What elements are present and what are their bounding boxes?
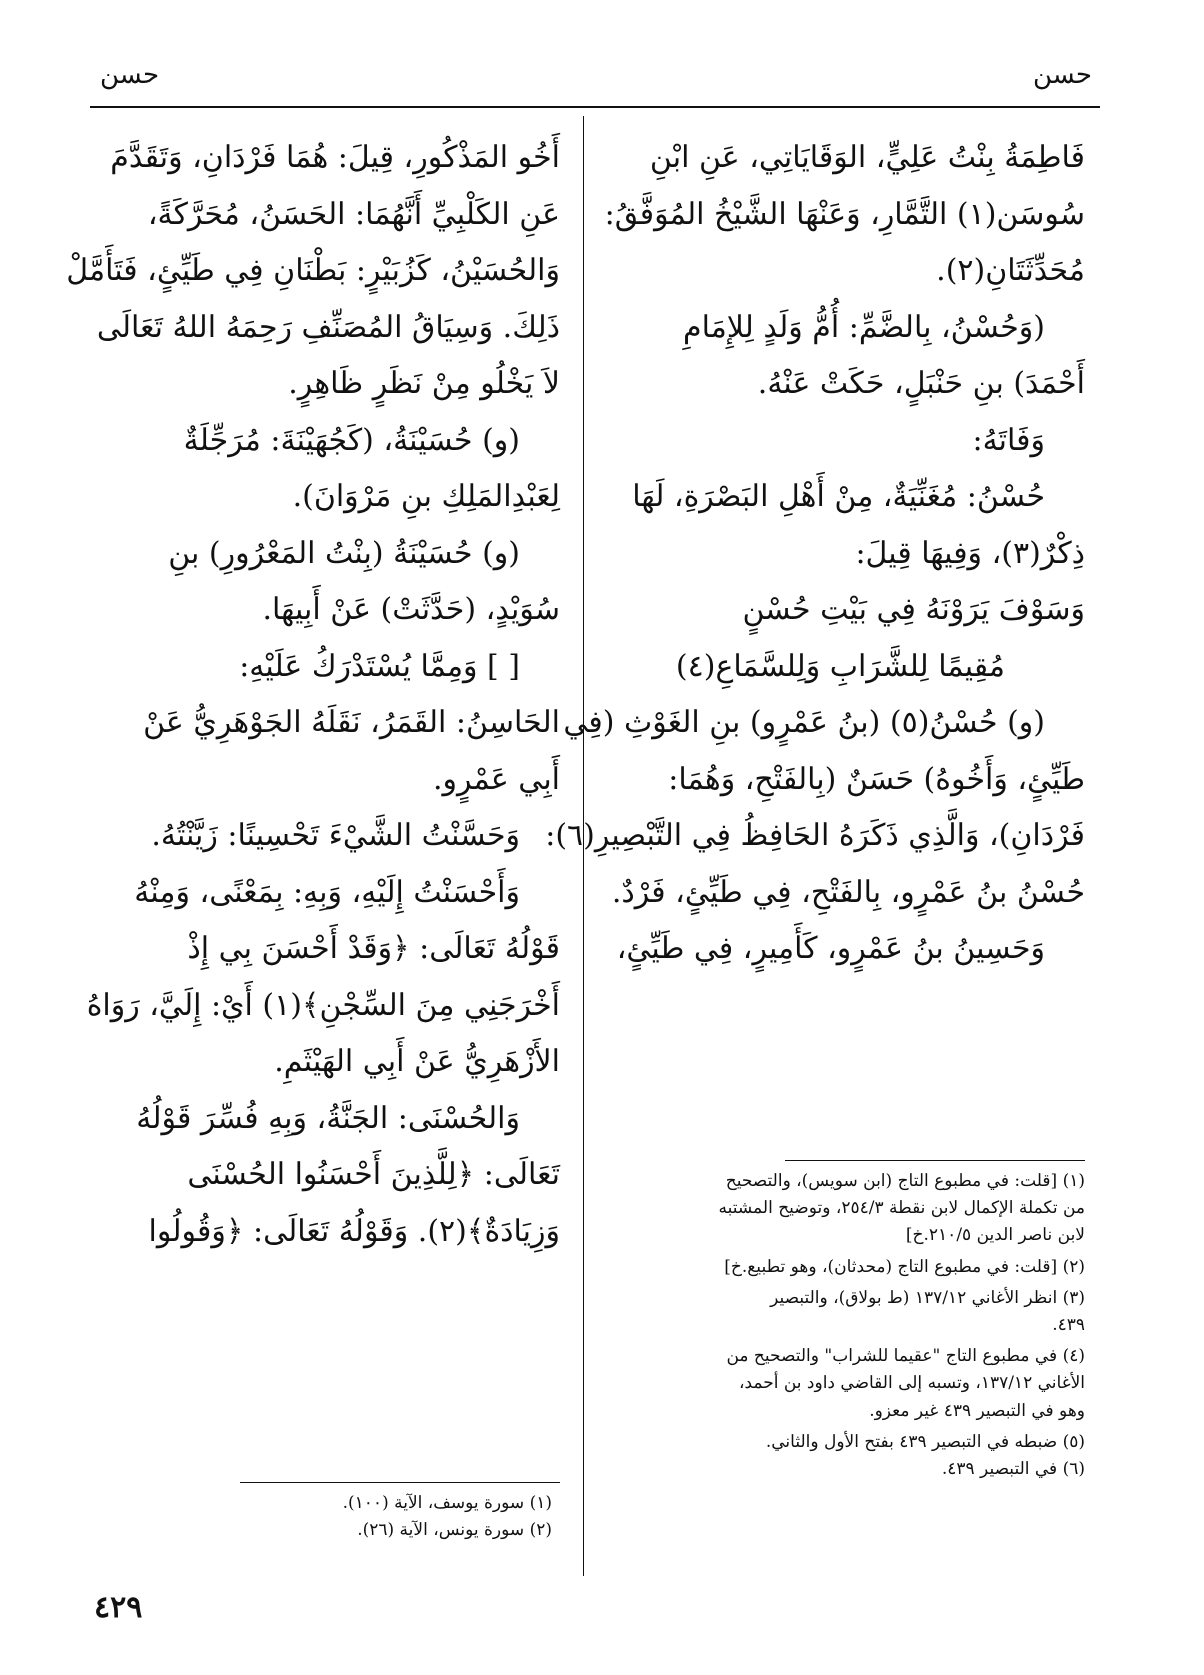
- text-line: سُوَيْدٍ، (حَدَّثَتْ) عَنْ أَبِيهَا.: [262, 592, 560, 627]
- left-column: [66, 130, 560, 1260]
- page-number: ٤٢٩: [94, 1590, 143, 1625]
- footnote-rule-left: [240, 1482, 560, 1483]
- text-line: الأَزْهَرِيُّ عَنْ أَبِي الهَيْثَمِ.: [274, 1044, 560, 1079]
- footnote-line: (٢) سورة يونس، الآية (٢٦).: [357, 1520, 552, 1541]
- text-line: لاَ يَخْلُو مِنْ نَظَرٍ ظَاهِرٍ.: [288, 366, 560, 401]
- text-line: (و) حُسْنُ(٥) (بنُ عَمْرٍو) بنِ الغَوْثِ (فِي: [563, 705, 1045, 740]
- text-line: أَبِي عَمْرٍو.: [432, 761, 560, 797]
- footnote-line: (١) [قلت: في مطبوع التاج (ابن سويس)، والتصحيح: [725, 1171, 1085, 1191]
- text-line: وَزِيَادَةٌ﴾(٢). وَقَوْلُهُ تَعَالَى: ﴿وَقُولُوا: [148, 1213, 560, 1249]
- text-line: وَالحُسْنَى: الجَنَّةُ، وَبِهِ فُسِّرَ قَوْلُهُ: [136, 1100, 520, 1136]
- footnote-line: الأغاني ١٣٧/١٢، وتسبه إلى القاضي داود بن أحمد،: [738, 1373, 1085, 1394]
- footnote-line: (٦) في التبصير ٤٣٩.: [941, 1458, 1085, 1479]
- text-line: قَوْلُهُ تَعَالَى: ﴿وَقَدْ أَحْسَنَ بِي إِذْ: [187, 931, 560, 966]
- footnote-line: (٣) انظر الأغاني ١٣٧/١٢ (ط بولاق)، والتبصير: [770, 1287, 1085, 1308]
- text-line: [ ] وَمِمَّا يُسْتَدْرَكُ عَلَيْهِ:: [239, 648, 520, 684]
- text-line: لِعَبْدِالمَلِكِ بنِ مَرْوَانَ).: [292, 479, 560, 514]
- text-line: وَحَسِينُ بنُ عَمْرٍو، كَأَمِيرٍ، فِي طَيِّئٍ،: [616, 931, 1045, 966]
- verse-line: وَسَوْفَ يَرَوْنَهُ فِي بَيْتِ حُسْنٍ: [742, 592, 1085, 627]
- footnote-line: وهو في التبصير ٤٣٩ غير معزو.: [869, 1400, 1085, 1421]
- footnote-line: (٢) [قلت: في مطبوع التاج (محدثان)، وهو تطبيع.خ]: [724, 1256, 1085, 1277]
- text-line: حُسْنُ بنُ عَمْرٍو، بِالفَتْحِ، فِي طَيِّئٍ، فَرْدٌ.: [611, 874, 1085, 910]
- text-line: فَرْدَانِ)، وَالَّذِي ذَكَرَهُ الحَافِظُ فِي التَّبْصِيرِ(٦):: [545, 818, 1085, 853]
- text-line: وَفَاتَهُ:: [972, 422, 1045, 458]
- text-line: عَنِ الكَلْبِيِّ أَنَّهُمَا: الحَسَنُ، مُحَرَّكَةً،: [147, 196, 560, 232]
- text-line: حُسْنُ: مُغَنِّيَةٌ، مِنْ أَهْلِ البَصْرَةِ، لَهَا: [632, 479, 1045, 514]
- text-line: أَخُو المَذْكُورِ، قِيلَ: هُمَا فَرْدَانِ، وَتَقَدَّمَ: [110, 140, 560, 175]
- text-line: (وَحُسْنُ، بِالضَّمِّ: أُمُّ وَلَدٍ لِلإِمَامِ: [683, 309, 1045, 345]
- text-line: ذَلِكَ. وَسِيَاقُ المُصَنِّفِ رَحِمَهُ اللهُ تَعَالَى: [96, 309, 560, 345]
- text-line: (و) حُسَيْنَةُ (بِنْتُ المَعْرُورِ) بنِ: [168, 535, 520, 571]
- text-line: سُوسَن(١) التَّمَّارِ، وَعَنْهَا الشَّيْخُ المُوَفَّقُ:: [604, 196, 1085, 232]
- footnote-line: (١) سورة يوسف، الآية (١٠٠).: [342, 1493, 552, 1513]
- text-line: طَيِّئٍ، وَأَخُوهُ) حَسَنٌ (بِالفَتْحِ، وَهُمَا:: [668, 761, 1085, 797]
- running-header-right: حسن: [1032, 60, 1092, 90]
- text-line: ذِكْرٌ(٣)، وَفِيهَا قِيلَ:: [855, 535, 1085, 571]
- text-line: مُحَدِّثَتَانِ(٢).: [936, 253, 1085, 288]
- text-line: أَخْرَجَنِي مِنَ السِّجْنِ﴾(١) أَيْ: إِلَيَّ، رَوَاهُ: [86, 987, 560, 1023]
- text-line: الحَاسِنُ: القَمَرُ، نَقَلَهُ الجَوْهَرِيُّ عَنْ: [143, 705, 560, 740]
- text-line: تَعَالَى: ﴿لِلَّذِينَ أَحْسَنُوا الحُسْنَى: [187, 1157, 560, 1192]
- text-line: (و) حُسَيْنَةُ، (كَجُهَيْنَةَ: مُرَجِّلَةٌ: [183, 422, 520, 458]
- footnote-line: من تكملة الإكمال لابن نقطة ٢٥٤/٣، وتوضيح المشتبه: [718, 1198, 1085, 1219]
- header-rule: [90, 106, 1100, 108]
- verse-line: مُقِيمًا لِلشَّرَابِ وَلِلسَّمَاعِ(٤): [675, 648, 1005, 684]
- text-line: وَأَحْسَنْتُ إِلَيْهِ، وَبِهِ: بِمَعْنًى، وَمِنْهُ: [134, 874, 520, 910]
- footnote-rule-right: [785, 1160, 1085, 1161]
- footnote-line: (٥) ضبطه في التبصير ٤٣٩ بفتح الأول والثاني.: [765, 1431, 1085, 1452]
- footnote-line: (٤) في مطبوع التاج "عقيما للشراب" والتصحيح من: [726, 1346, 1085, 1367]
- text-line: وَحَسَّنْتُ الشَّيْءَ تَحْسِينًا: زَيَّنْتُهُ.: [151, 818, 520, 853]
- text-line: وَالحُسَيْنُ، كَزُبَيْرٍ: بَطْنَانِ فِي طَيِّئٍ، فَتَأَمَّلْ: [66, 253, 560, 288]
- footnotes-left: [240, 1490, 560, 1544]
- footnote-line: لابن ناصر الدين ٢١٠/٥.خ]: [905, 1225, 1085, 1246]
- footnotes-right: [615, 1168, 1085, 1483]
- text-line: فَاطِمَةُ بِنْتُ عَلِيٍّ، الوَقَايَاتِي، عَنِ ابْنِ: [649, 140, 1085, 175]
- running-header-left: حسن: [100, 60, 160, 90]
- footnote-line: ٤٣٩.: [1052, 1314, 1085, 1335]
- text-line: أَحْمَدَ) بنِ حَنْبَلٍ، حَكَتْ عَنْهُ.: [757, 366, 1085, 401]
- right-column: [545, 130, 1085, 978]
